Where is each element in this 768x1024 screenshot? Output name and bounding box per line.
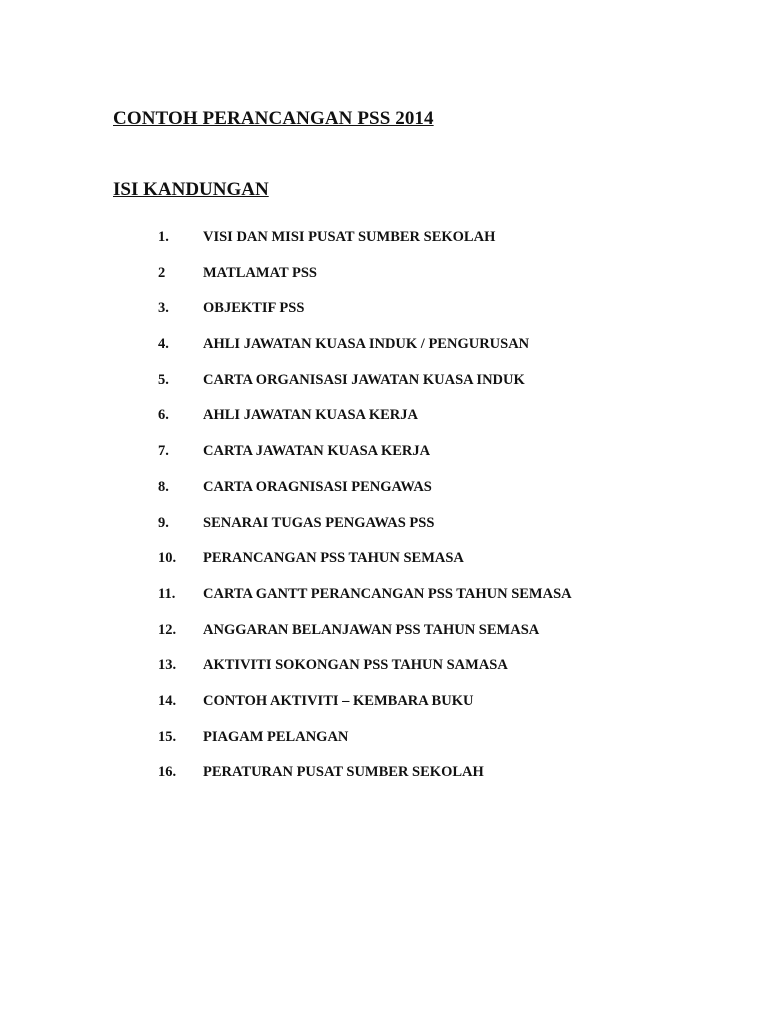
toc-item-number: 3.: [158, 300, 169, 317]
toc-item-number: 15.: [158, 728, 177, 745]
toc-item-number: 5.: [158, 371, 169, 388]
toc-item-text: MATLAMAT PSS: [203, 264, 317, 281]
toc-item-number: 16.: [158, 764, 177, 781]
toc-item-text: CARTA GANTT PERANCANGAN PSS TAHUN SEMASA: [203, 585, 572, 602]
toc-item: [158, 657, 572, 693]
toc-item-number: 6.: [158, 407, 169, 424]
toc-item-text: AHLI JAWATAN KUASA INDUK / PENGURUSAN: [203, 336, 530, 353]
section-heading: ISI KANDUNGAN: [113, 179, 269, 200]
toc-item-text: PERANCANGAN PSS TAHUN SEMASA: [203, 550, 464, 567]
toc-item-text: CARTA JAWATAN KUASA KERJA: [203, 443, 431, 460]
toc-item-text: PERATURAN PUSAT SUMBER SEKOLAH: [203, 764, 484, 781]
toc-item-text: CARTA ORGANISASI JAWATAN KUASA INDUK: [203, 371, 525, 388]
toc-item-text: CONTOH AKTIVITI – KEMBARA BUKU: [203, 692, 474, 709]
toc-item-text: SENARAI TUGAS PENGAWAS PSS: [203, 514, 435, 531]
toc-item: [158, 693, 572, 729]
toc-item-text: AHLI JAWATAN KUASA KERJA: [203, 407, 418, 424]
toc-item: [158, 729, 572, 765]
toc-item: [158, 515, 572, 551]
toc-item-text: OBJEKTIF PSS: [203, 300, 305, 317]
toc-item-text: VISI DAN MISI PUSAT SUMBER SEKOLAH: [203, 229, 496, 245]
toc-item-number: 2: [158, 264, 166, 281]
toc-item: [158, 336, 572, 372]
toc-item: [158, 622, 572, 658]
toc-item: [158, 407, 572, 443]
toc-item: [158, 550, 572, 586]
document-title: CONTOH PERANCANGAN PSS 2014: [113, 108, 434, 129]
toc-item-number: 9.: [158, 514, 169, 531]
toc-item-number: 11.: [158, 585, 176, 602]
toc-item-number: 1.: [158, 229, 169, 245]
toc-item-number: 10.: [158, 550, 177, 567]
toc-item: [158, 764, 572, 800]
toc-item-number: 7.: [158, 443, 169, 460]
toc-item-number: 13.: [158, 657, 177, 674]
toc-item-text: ANGGARAN BELANJAWAN PSS TAHUN SEMASA: [203, 621, 540, 638]
toc-item: [158, 443, 572, 479]
toc-item-text: PIAGAM PELANGAN: [203, 728, 349, 745]
toc-item: [158, 372, 572, 408]
toc-item-text: AKTIVITI SOKONGAN PSS TAHUN SAMASA: [203, 657, 508, 674]
toc-item: [158, 265, 572, 301]
toc-item: [158, 586, 572, 622]
toc-item-number: 8.: [158, 478, 169, 495]
toc-item-number: 12.: [158, 621, 177, 638]
toc-item-number: 14.: [158, 692, 177, 709]
toc-item: [158, 300, 572, 336]
table-of-contents: [158, 229, 572, 800]
toc-item-number: 4.: [158, 336, 169, 353]
toc-item: [158, 229, 572, 265]
toc-item: [158, 479, 572, 515]
toc-item-text: CARTA ORAGNISASI PENGAWAS: [203, 478, 432, 495]
